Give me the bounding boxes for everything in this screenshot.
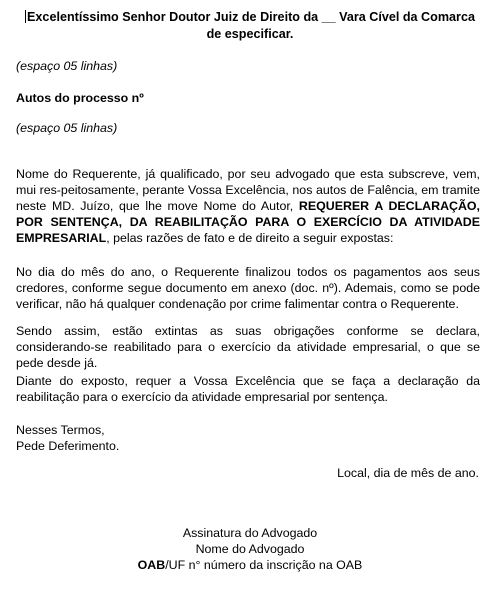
spacing-note-1: (espaço 05 linhas) bbox=[16, 59, 118, 73]
signature-label: Assinatura do Advogado bbox=[182, 526, 318, 540]
paragraph-conclusion: Diante do exposto, requer a Vossa Excelência que se faça a declaração da reabilitação para o exercício da atividade empresarial por sentença. bbox=[16, 374, 480, 404]
signature-block bbox=[0, 525, 500, 573]
oab-prefix: OAB bbox=[137, 558, 166, 572]
oab-details: /UF n° número da inscrição na OAB bbox=[165, 558, 363, 572]
paragraph-request bbox=[16, 166, 480, 246]
paragraph-obligations: Sendo assim, estão extintas as suas obrigações conforme se declara, considerando-se reabilitado para o exercício da atividade empresarial, o que se pede desde já. bbox=[16, 324, 480, 370]
lawyer-name: Nome do Advogado bbox=[195, 542, 305, 556]
paragraph-request-intro: Nome do Requerente, já qualificado, por seu advogado que esta subscreve, vem, mui res-peitosamente, perante Vossa Excelência, nos autos de Falência, em tramite neste MD. Juízo, que lhe move Nome do Autor, bbox=[16, 167, 480, 213]
process-number-label: Autos do processo nº bbox=[16, 91, 144, 105]
paragraph-request-emphasis: REQUERER A DECLARAÇÃO, POR SENTENÇA, DA REABILITAÇÃO PARA O EXERCÍCIO DA ATIVIDADE EMPRESARIAL bbox=[16, 199, 480, 245]
text-cursor bbox=[25, 10, 26, 23]
spacing-note-2: (espaço 05 linhas) bbox=[16, 121, 118, 135]
document-header bbox=[0, 9, 500, 43]
header-line-1-text: Excelentíssimo Senhor Doutor Juiz de Direito da __ Vara Cível da Comarca bbox=[27, 10, 475, 24]
oab-registration bbox=[0, 557, 500, 573]
header-line-2: de especificar. bbox=[206, 27, 294, 41]
paragraph-request-outro: , pelas razões de fato e de direito a seguir expostas: bbox=[106, 231, 394, 245]
place-and-date: Local, dia de mês de ano. bbox=[337, 466, 479, 480]
header-line-1 bbox=[0, 9, 500, 26]
closing-formula bbox=[16, 422, 480, 454]
closing-line-1: Nesses Termos, bbox=[16, 423, 105, 437]
closing-line-2: Pede Deferimento. bbox=[16, 439, 120, 453]
paragraph-facts: No dia do mês do ano, o Requerente finalizou todos os pagamentos aos seus credores, conforme segue documento em anexo (doc. nº). Ademais, como se pode verificar, não há qualquer condenação por crime falimentar contra o Requerente. bbox=[16, 265, 480, 311]
